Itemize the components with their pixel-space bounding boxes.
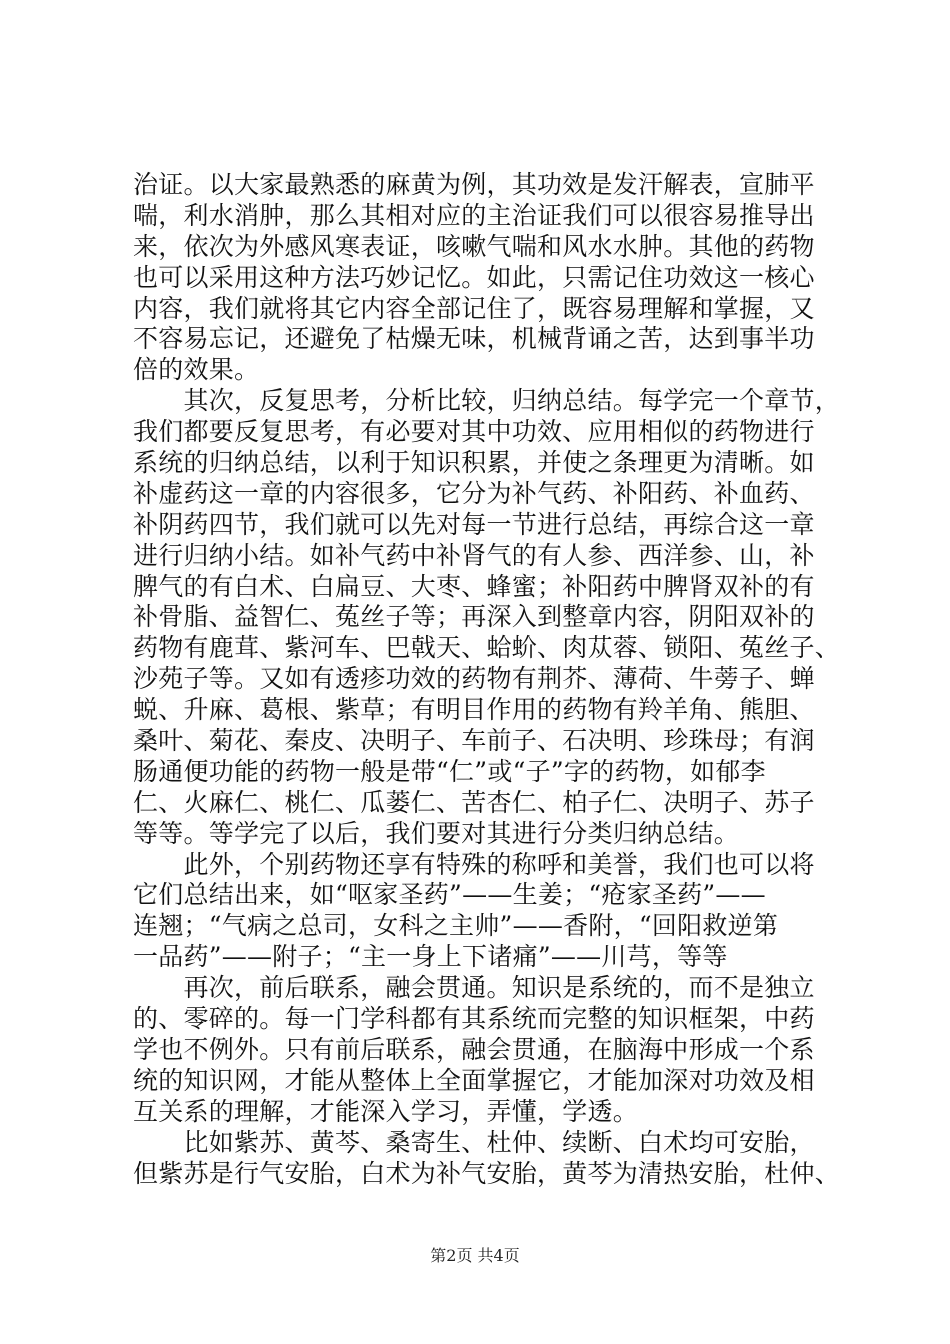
text-line: 的、零碎的。每一门学科都有其系统而完整的知识框架，中药	[133, 1004, 815, 1034]
text-line: 倍的效果。	[133, 355, 260, 385]
text-line: 来，依次为外感风寒表证，咳嗽气喘和风水水肿。其他的药物	[133, 231, 815, 261]
text-line: 桑叶、菊花、秦皮、决明子、车前子、石决明、珍珠母；有润	[133, 726, 815, 756]
text-line: 药物有鹿茸、紫河车、巴戟天、蛤蚧、肉苁蓉、锁阳、菟丝子、	[133, 633, 841, 663]
text-line: 仁、火麻仁、桃仁、瓜蒌仁、苦杏仁、柏子仁、决明子、苏子	[133, 787, 815, 817]
text-line: 连翘；“气病之总司，女科之主帅”——香附，“回阳救逆第	[133, 911, 779, 941]
text-line: 治证。以大家最熟悉的麻黄为例，其功效是发汗解表，宣肺平	[133, 170, 815, 199]
text-line: 进行归纳小结。如补气药中补肾气的有人参、西洋参、山，补	[133, 540, 815, 570]
text-line: 此外，个别药物还享有特殊的称呼和美誉，我们也可以将	[133, 849, 815, 879]
text-line: 系统的归纳总结，以利于知识积累，并使之条理更为清晰。如	[133, 448, 815, 478]
text-line: 它们总结出来，如“呕家圣药”——生姜；“疮家圣药”——	[133, 880, 766, 910]
text-line: 补骨脂、益智仁、菟丝子等；再深入到整章内容，阴阳双补的	[133, 602, 815, 632]
text-line: 脾气的有白术、白扁豆、大枣、蜂蜜；补阳药中脾肾双补的有	[133, 571, 815, 601]
text-line: 蜕、升麻、葛根、紫草；有明目作用的药物有羚羊角、熊胆、	[133, 695, 815, 725]
text-line: 再次，前后联系，融会贯通。知识是系统的，而不是独立	[133, 973, 815, 1003]
text-line: 互关系的理解，才能深入学习，弄懂，学透。	[133, 1096, 639, 1126]
text-line: 一品药”——附子；“主一身上下诸痛”——川芎，等等	[133, 942, 728, 972]
text-line: 补阴药四节，我们就可以先对每一节进行总结，再综合这一章	[133, 509, 815, 539]
text-line: 但紫苏是行气安胎，白术为补气安胎，黄芩为清热安胎，杜仲、	[133, 1158, 841, 1188]
text-line: 内容，我们就将其它内容全部记住了，既容易理解和掌握，又	[133, 293, 815, 323]
text-line: 比如紫苏、黄芩、桑寄生、杜仲、续断、白术均可安胎，	[133, 1127, 815, 1157]
text-line: 补虚药这一章的内容很多，它分为补气药、补阳药、补血药、	[133, 478, 815, 508]
text-line: 喘，利水消肿，那么其相对应的主治证我们可以很容易推导出	[133, 200, 815, 230]
text-line: 我们都要反复思考，有必要对其中功效、应用相似的药物进行	[133, 417, 815, 447]
body-text	[133, 170, 841, 1189]
text-line: 统的知识网，才能从整体上全面掌握它，才能加深对功效及相	[133, 1065, 815, 1095]
text-line: 其次，反复思考，分析比较，归纳总结。每学完一个章节，	[133, 386, 841, 416]
text-line: 等等。等学完了以后，我们要对其进行分类归纳总结。	[133, 818, 740, 848]
page-number: 第2页 共4页	[430, 1246, 520, 1265]
text-line: 学也不例外。只有前后联系，融会贯通，在脑海中形成一个系	[133, 1034, 815, 1064]
text-line: 肠通便功能的药物一般是带“仁”或“子”字的药物，如郁李	[133, 756, 766, 786]
text-line: 也可以采用这种方法巧妙记忆。如此，只需记住功效这一核心	[133, 262, 815, 292]
text-line: 沙苑子等。又如有透疹功效的药物有荆芥、薄荷、牛蒡子、蝉	[133, 664, 815, 694]
text-line: 不容易忘记，还避免了枯燥无味，机械背诵之苦，达到事半功	[133, 324, 815, 354]
